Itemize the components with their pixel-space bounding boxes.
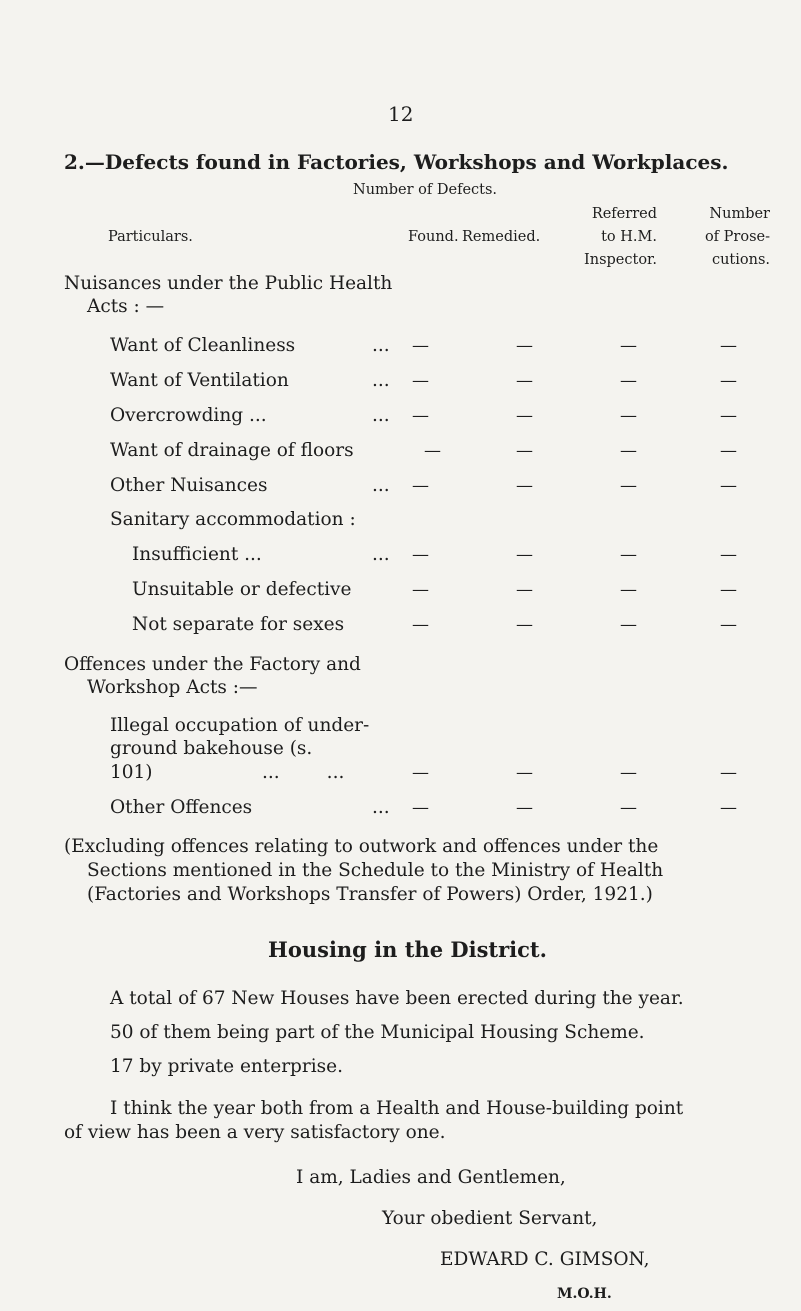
cell-referred: —	[620, 580, 637, 600]
cell-referred: —	[620, 545, 637, 565]
cell-found: —	[412, 406, 429, 426]
note-line1: (Excluding offences relating to outwork and offences under the	[64, 836, 659, 857]
col-prosecutions-line3: cutions.	[711, 252, 770, 268]
cell-found: —	[412, 798, 429, 818]
row-label: Want of Cleanliness	[110, 335, 296, 356]
note-line3: (Factories and Workshops Transfer of Powers) Order, 1921.)	[87, 884, 653, 905]
cell-referred: —	[620, 441, 637, 461]
cell-remedied: —	[516, 545, 533, 565]
cell-referred: —	[620, 798, 637, 818]
group-heading-public-health-l1: Nuisances under the Public Health	[64, 273, 393, 294]
leader-dots: ...	[372, 544, 390, 565]
leader-dots: ... ...	[262, 762, 345, 783]
cell-found: —	[412, 476, 429, 496]
cell-remedied: —	[516, 336, 533, 356]
cell-found: —	[412, 615, 429, 635]
housing-para-1: A total of 67 New Houses have been erected during the year.	[110, 988, 684, 1009]
cell-found: —	[412, 371, 429, 391]
cell-prosecutions: —	[720, 441, 737, 461]
cell-prosecutions: —	[720, 615, 737, 635]
closing-salutation: I am, Ladies and Gentlemen,	[296, 1167, 566, 1188]
note-line2: Sections mentioned in the Schedule to the Ministry of Health	[87, 860, 664, 881]
housing-para-3: 17 by private enterprise.	[110, 1056, 343, 1077]
row-label: Other Offences	[110, 797, 253, 818]
col-found: Found.	[408, 229, 459, 245]
group-heading-factory-acts-l1: Offences under the Factory and	[64, 654, 361, 675]
cell-remedied: —	[516, 798, 533, 818]
cell-referred: —	[620, 336, 637, 356]
col-prosecutions-line2: of Prose-	[704, 229, 770, 245]
cell-prosecutions: —	[720, 336, 737, 356]
cell-prosecutions: —	[720, 763, 737, 783]
group-heading-factory-acts-l2: Workshop Acts :—	[87, 677, 258, 698]
col-remedied: Remedied.	[462, 229, 541, 245]
signatory-title: M.O.H.	[557, 1286, 612, 1302]
page-number: 12	[388, 102, 414, 126]
cell-referred: —	[620, 763, 637, 783]
signatory-name: EDWARD C. GIMSON,	[440, 1249, 650, 1270]
housing-heading: Housing in the District.	[268, 937, 547, 962]
cell-referred: —	[620, 371, 637, 391]
cell-referred: —	[620, 406, 637, 426]
cell-prosecutions: —	[720, 580, 737, 600]
cell-remedied: —	[516, 371, 533, 391]
row-label: Unsuitable or defective	[132, 579, 352, 600]
cell-found: —	[412, 580, 429, 600]
col-referred-line2: to H.M.	[601, 229, 657, 245]
leader-dots: ...	[372, 335, 390, 356]
row-label: Not separate for sexes	[132, 614, 345, 635]
row-label: Insufficient ...	[132, 544, 262, 565]
row-label-line1: Illegal occupation of under-	[110, 715, 370, 736]
cell-prosecutions: —	[720, 371, 737, 391]
cell-found: —	[412, 336, 429, 356]
row-label-line2: ground bakehouse (s.	[110, 738, 313, 759]
cell-referred: —	[620, 476, 637, 496]
cell-remedied: —	[516, 763, 533, 783]
col-particulars: Particulars.	[108, 229, 193, 245]
cell-prosecutions: —	[720, 476, 737, 496]
row-label: Overcrowding ...	[110, 405, 267, 426]
leader-dots: ...	[372, 370, 390, 391]
cell-found: —	[424, 441, 441, 461]
cell-remedied: —	[516, 406, 533, 426]
row-label: Want of Ventilation	[110, 370, 289, 391]
cell-remedied: —	[516, 615, 533, 635]
cell-found: —	[412, 763, 429, 783]
section-title: 2.—Defects found in Factories, Workshops and Workplaces.	[64, 150, 729, 174]
leader-dots: ...	[372, 405, 390, 426]
closing-servant: Your obedient Servant,	[382, 1208, 598, 1229]
cell-remedied: —	[516, 476, 533, 496]
cell-prosecutions: —	[720, 406, 737, 426]
cell-referred: —	[620, 615, 637, 635]
group-heading-public-health-l2: Acts : —	[87, 296, 165, 317]
row-label-line3: 101)	[110, 762, 153, 783]
cell-remedied: —	[516, 441, 533, 461]
cell-prosecutions: —	[720, 545, 737, 565]
col-prosecutions-line1: Number	[709, 206, 770, 222]
subgroup-sanitary-accommodation: Sanitary accommodation :	[110, 509, 356, 530]
col-referred-line1: Referred	[591, 206, 657, 222]
leader-dots: ...	[372, 475, 390, 496]
row-label: Other Nuisances	[110, 475, 268, 496]
housing-para-2: 50 of them being part of the Municipal Housing Scheme.	[110, 1022, 645, 1043]
housing-para-4-line2: of view has been a very satisfactory one.	[64, 1122, 446, 1143]
housing-para-4-line1: I think the year both from a Health and House-building point	[110, 1098, 684, 1119]
cell-found: —	[412, 545, 429, 565]
cell-prosecutions: —	[720, 798, 737, 818]
cell-remedied: —	[516, 580, 533, 600]
col-referred-line3: Inspector.	[584, 252, 657, 268]
row-label: Want of drainage of floors	[110, 440, 354, 461]
leader-dots: ...	[372, 797, 390, 818]
defects-group-header: Number of Defects.	[353, 182, 498, 198]
